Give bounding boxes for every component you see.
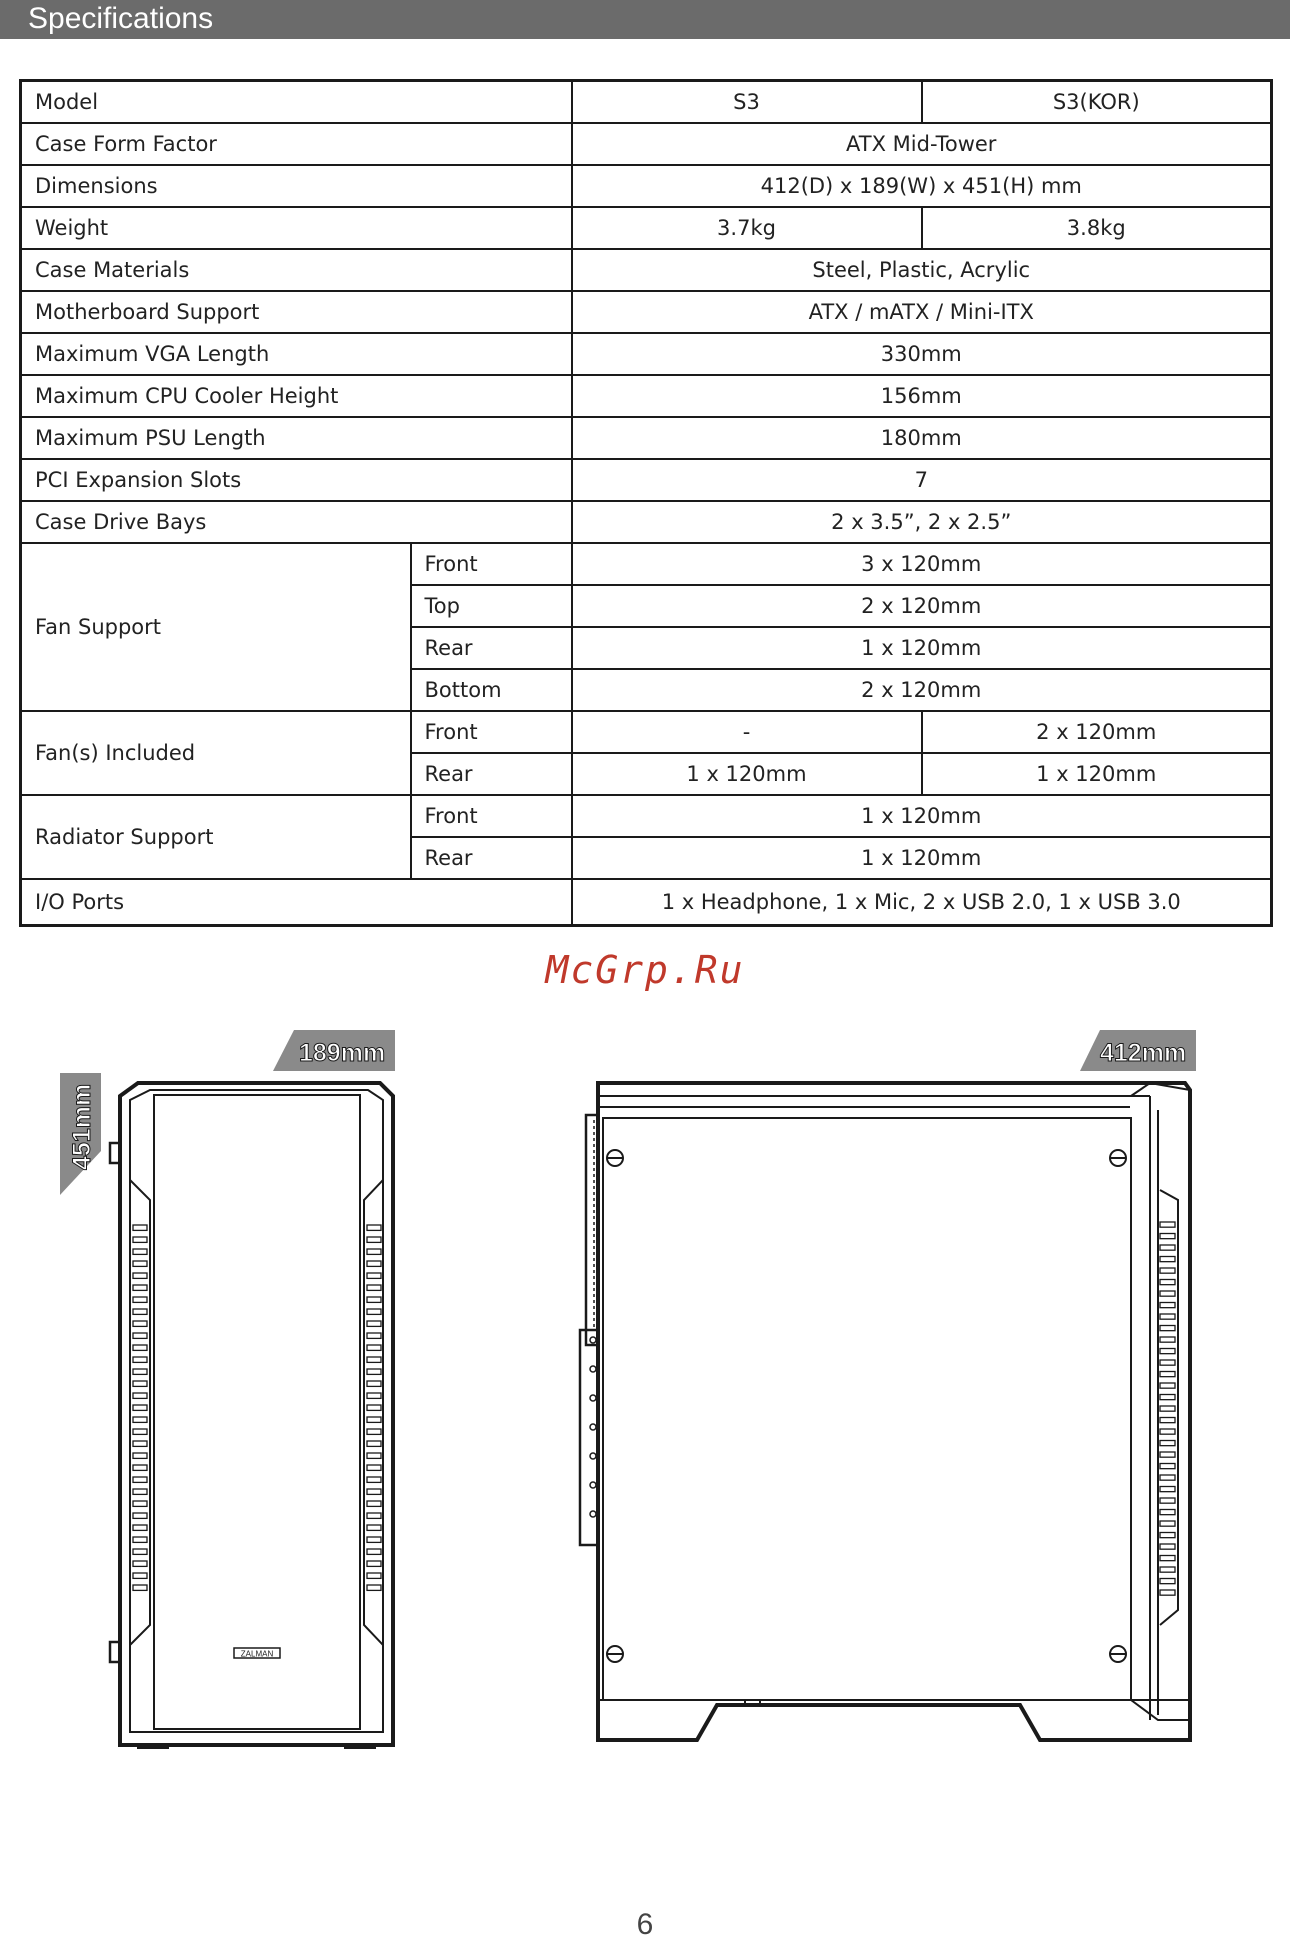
vent-slat	[133, 1333, 147, 1338]
spec-value: 2 x 3.5”, 2 x 2.5”	[572, 501, 1272, 543]
vent-slat	[133, 1501, 147, 1506]
vent-slat	[133, 1585, 147, 1590]
vent-slat	[367, 1285, 381, 1290]
vent-slat	[133, 1513, 147, 1518]
io-dot	[590, 1395, 596, 1401]
spec-row-model	[21, 81, 1272, 124]
vent-slat	[1160, 1395, 1175, 1400]
spec-value: ATX Mid-Tower	[572, 123, 1272, 165]
vent-slat	[133, 1441, 147, 1446]
side-window	[603, 1118, 1131, 1700]
vent-slat	[1160, 1441, 1175, 1446]
spec-label: I/O Ports	[21, 879, 572, 926]
vent-slat	[367, 1237, 381, 1242]
vent-slat	[133, 1549, 147, 1554]
spec-sublabel: Front	[411, 711, 572, 753]
weight-s3kor: 3.8kg	[922, 207, 1272, 249]
vent-slat	[133, 1573, 147, 1578]
vent-slat	[133, 1465, 147, 1470]
fans-rear-s3kor: 1 x 120mm	[922, 753, 1272, 795]
spec-row-io	[21, 879, 1272, 926]
vent-slat	[1160, 1567, 1175, 1572]
spec-value: 7	[572, 459, 1272, 501]
spec-label: Weight	[21, 207, 572, 249]
vent-slat	[367, 1297, 381, 1302]
vent-slat	[133, 1381, 147, 1386]
spec-label: Model	[21, 81, 572, 124]
spec-row-drive-bays	[21, 501, 1272, 543]
vent-slat	[1160, 1406, 1175, 1411]
spec-row-psu	[21, 417, 1272, 459]
vent-slat	[133, 1453, 147, 1458]
vent-slat	[367, 1333, 381, 1338]
front-panel-outline	[120, 1083, 393, 1745]
vent-slat	[133, 1561, 147, 1566]
vent-slat	[367, 1537, 381, 1542]
vent-slat	[367, 1225, 381, 1230]
vent-slat	[1160, 1326, 1175, 1331]
vent-slat	[1160, 1498, 1175, 1503]
vent-slat	[1160, 1521, 1175, 1526]
vent-slat	[367, 1261, 381, 1266]
page-header-bar	[0, 0, 1290, 39]
vent-slat	[133, 1417, 147, 1422]
vent-slat	[367, 1573, 381, 1578]
spec-label: Case Materials	[21, 249, 572, 291]
spec-value: 412(D) x 189(W) x 451(H) mm	[572, 165, 1272, 207]
spec-row-cpu-cooler	[21, 375, 1272, 417]
vent-slat	[367, 1273, 381, 1278]
vent-slat	[367, 1549, 381, 1554]
vent-slat	[367, 1501, 381, 1506]
vent-slat	[367, 1585, 381, 1590]
vent-slat	[133, 1249, 147, 1254]
vent-slat	[367, 1357, 381, 1362]
vent-slat	[133, 1261, 147, 1266]
vent-slat	[1160, 1337, 1175, 1342]
vent-slat	[1160, 1234, 1175, 1239]
spec-row-fan-support-front	[21, 543, 1272, 585]
front-view-drawing	[60, 1030, 395, 1748]
spec-value: Steel, Plastic, Acrylic	[572, 249, 1272, 291]
spec-label: Motherboard Support	[21, 291, 572, 333]
vent-slat	[1160, 1291, 1175, 1296]
spec-sublabel: Top	[411, 585, 572, 627]
width-tag-label: 189mm	[299, 1039, 386, 1067]
io-dot	[590, 1337, 596, 1343]
spec-label: Case Drive Bays	[21, 501, 572, 543]
vent-slat	[133, 1357, 147, 1362]
vent-slat	[133, 1489, 147, 1494]
vent-slat	[1160, 1268, 1175, 1273]
vent-slat	[1160, 1222, 1175, 1227]
vent-slat	[133, 1285, 147, 1290]
vent-slat	[1160, 1360, 1175, 1365]
side-view-drawing	[580, 1030, 1196, 1740]
vent-slat	[367, 1453, 381, 1458]
vent-slat	[133, 1321, 147, 1326]
vent-slat	[367, 1381, 381, 1386]
spec-value: 1 x 120mm	[572, 795, 1272, 837]
spec-value: 1 x 120mm	[572, 837, 1272, 879]
vent-slat	[133, 1225, 147, 1230]
vent-slat	[133, 1273, 147, 1278]
vent-slat	[133, 1429, 147, 1434]
vent-slat	[1160, 1579, 1175, 1584]
vent-slat	[367, 1369, 381, 1374]
vent-slat	[367, 1477, 381, 1482]
vent-slat	[1160, 1303, 1175, 1308]
vent-slat	[133, 1537, 147, 1542]
vent-slat	[367, 1309, 381, 1314]
model-s3: S3	[572, 81, 922, 124]
vent-slat	[1160, 1349, 1175, 1354]
vent-slat	[367, 1513, 381, 1518]
vent-slat	[1160, 1510, 1175, 1515]
spec-value: 1 x 120mm	[572, 627, 1272, 669]
spec-row-vga	[21, 333, 1272, 375]
vent-slat	[133, 1297, 147, 1302]
spec-row-fans-included-front	[21, 711, 1272, 753]
spec-sublabel: Front	[411, 543, 572, 585]
spec-label: Dimensions	[21, 165, 572, 207]
vent-slat	[133, 1369, 147, 1374]
vent-slat	[1160, 1464, 1175, 1469]
fans-front-s3: -	[572, 711, 922, 753]
side-front-vents	[1160, 1222, 1175, 1595]
vent-slat	[1160, 1418, 1175, 1423]
front-right-vents	[367, 1225, 381, 1590]
spec-sublabel: Rear	[411, 753, 572, 795]
vent-slat	[367, 1465, 381, 1470]
vent-slat	[367, 1429, 381, 1434]
spec-label: Maximum CPU Cooler Height	[21, 375, 572, 417]
spec-label: Fan(s) Included	[21, 711, 411, 795]
spec-value: 180mm	[572, 417, 1272, 459]
front-left-vents	[133, 1225, 147, 1590]
model-s3kor: S3(KOR)	[922, 81, 1272, 124]
vent-slat	[133, 1309, 147, 1314]
io-dot	[590, 1482, 596, 1488]
vent-slat	[367, 1489, 381, 1494]
fans-front-s3kor: 2 x 120mm	[922, 711, 1272, 753]
brand-mark-text: ZALMAN	[240, 1649, 274, 1659]
vent-slat	[1160, 1280, 1175, 1285]
spec-sublabel: Front	[411, 795, 572, 837]
vent-slat	[133, 1405, 147, 1410]
vent-slat	[367, 1405, 381, 1410]
spec-value: 3 x 120mm	[572, 543, 1272, 585]
io-dot	[590, 1511, 596, 1517]
spec-row-form-factor	[21, 123, 1272, 165]
spec-sublabel: Rear	[411, 627, 572, 669]
weight-s3: 3.7kg	[572, 207, 922, 249]
vent-slat	[1160, 1314, 1175, 1319]
case-drawings	[0, 1000, 1290, 1790]
vent-slat	[367, 1249, 381, 1254]
vent-slat	[1160, 1245, 1175, 1250]
page-title: Specifications	[28, 2, 214, 35]
spec-value: 2 x 120mm	[572, 585, 1272, 627]
spec-value: 1 x Headphone, 1 x Mic, 2 x USB 2.0, 1 x USB 3.0	[572, 879, 1272, 926]
spec-row-radiator-front	[21, 795, 1272, 837]
vent-slat	[1160, 1556, 1175, 1561]
io-dot	[590, 1366, 596, 1372]
spec-value: ATX / mATX / Mini-ITX	[572, 291, 1272, 333]
vent-slat	[133, 1393, 147, 1398]
page-number: 6	[636, 1908, 654, 1941]
side-panel-outline	[598, 1083, 1190, 1740]
watermark: McGrp.Ru	[545, 948, 745, 992]
spec-label: Case Form Factor	[21, 123, 572, 165]
spec-label: Maximum PSU Length	[21, 417, 572, 459]
rear-io-dots	[590, 1337, 596, 1517]
vent-slat	[1160, 1590, 1175, 1595]
vent-slat	[1160, 1383, 1175, 1388]
vent-slat	[367, 1441, 381, 1446]
spec-value: 2 x 120mm	[572, 669, 1272, 711]
height-tag-label: 451mm	[68, 1083, 96, 1170]
spec-table	[19, 79, 1273, 927]
vent-slat	[133, 1525, 147, 1530]
vent-slat	[367, 1417, 381, 1422]
vent-slat	[367, 1345, 381, 1350]
spec-value: 330mm	[572, 333, 1272, 375]
vent-slat	[1160, 1475, 1175, 1480]
vent-slat	[367, 1561, 381, 1566]
spec-row-pci	[21, 459, 1272, 501]
vent-slat	[367, 1321, 381, 1326]
spec-row-dimensions	[21, 165, 1272, 207]
vent-slat	[367, 1525, 381, 1530]
spec-sublabel: Rear	[411, 837, 572, 879]
vent-slat	[133, 1237, 147, 1242]
depth-tag-label: 412mm	[1100, 1039, 1187, 1067]
vent-slat	[1160, 1429, 1175, 1434]
io-dot	[590, 1453, 596, 1459]
spec-sublabel: Bottom	[411, 669, 572, 711]
vent-slat	[133, 1477, 147, 1482]
spec-row-materials	[21, 249, 1272, 291]
vent-slat	[1160, 1257, 1175, 1262]
vent-slat	[1160, 1452, 1175, 1457]
vent-slat	[1160, 1533, 1175, 1538]
spec-value: 156mm	[572, 375, 1272, 417]
spec-row-weight	[21, 207, 1272, 249]
spec-label: Maximum VGA Length	[21, 333, 572, 375]
fans-rear-s3: 1 x 120mm	[572, 753, 922, 795]
io-dot	[590, 1424, 596, 1430]
spec-label: Radiator Support	[21, 795, 411, 879]
spec-row-motherboard	[21, 291, 1272, 333]
vent-slat	[1160, 1544, 1175, 1549]
vent-slat	[367, 1393, 381, 1398]
vent-slat	[133, 1345, 147, 1350]
spec-label: PCI Expansion Slots	[21, 459, 572, 501]
vent-slat	[1160, 1487, 1175, 1492]
spec-label: Fan Support	[21, 543, 411, 711]
vent-slat	[1160, 1372, 1175, 1377]
